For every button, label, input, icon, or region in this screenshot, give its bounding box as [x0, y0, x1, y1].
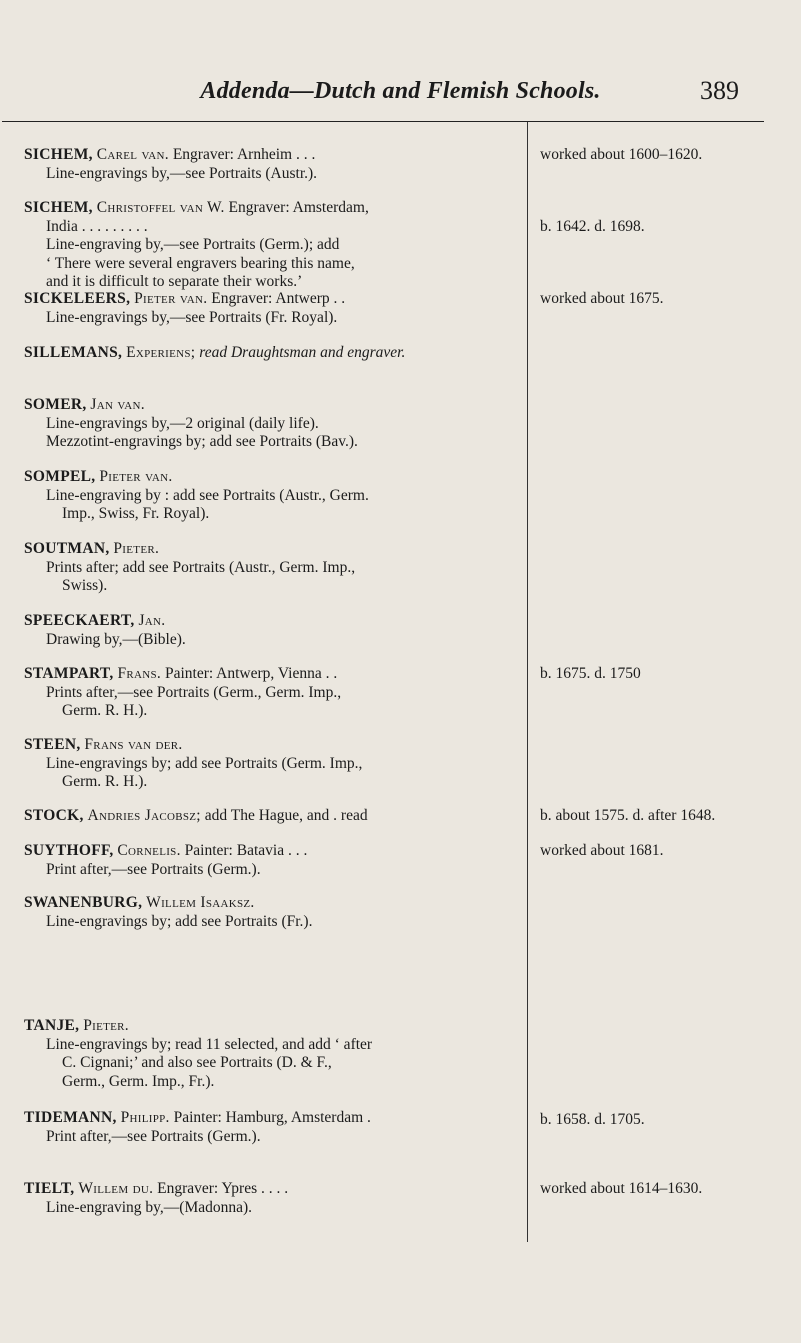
entry-given: Pieter. [113, 540, 160, 557]
entry-given: Pieter van. [99, 468, 173, 485]
entry-given: Willem du. [78, 1180, 154, 1197]
entry-name: SUYTHOFF, [24, 842, 114, 859]
entry-name: STOCK, [24, 807, 84, 824]
running-head [0, 78, 801, 118]
entry-line: Germ., Germ. Imp., Fr.). [62, 1072, 215, 1090]
entry-line: and it is difficult to separate their works.’ [46, 273, 303, 290]
entry-line: Mezzotint-engravings by; add see Portraits (Bav.). [46, 433, 358, 450]
entry-name: SOUTMAN, [24, 540, 110, 557]
entry-line: add The Hague, and . read [204, 807, 368, 824]
entry-line: Prints after,—see Portraits (Germ., Germ. Imp., [46, 683, 342, 701]
entry-line: Line-engravings by; read 11 selected, and add ‘ after [46, 1035, 373, 1053]
entry-given: Willem Isaaksz. [146, 894, 255, 911]
entry-name: SILLEMANS, [24, 344, 123, 361]
entry-line: Print after,—see Portraits (Germ.). [46, 860, 261, 878]
entry-line: Line-engraving by : add see Portraits (Austr., Germ. [46, 486, 369, 504]
entry-tielt [24, 1180, 520, 1217]
entry-line: Painter: Hamburg, Amsterdam . [173, 1109, 371, 1126]
entry-date: b. about 1575. d. after 1648. [540, 807, 716, 824]
entry-sillemans [24, 344, 520, 363]
entry-given: Philipp. [120, 1109, 170, 1126]
entry-date: b. 1675. d. 1750 [540, 665, 641, 682]
entry-given: Experiens; [126, 344, 196, 361]
entry-given: Pieter. [83, 1017, 129, 1034]
entry-stampart [24, 665, 520, 721]
entry-date: worked about 1600–1620. [540, 146, 703, 163]
column-divider [527, 122, 528, 1242]
entry-given: Pieter van. [134, 290, 208, 307]
entry-date: b. 1658. d. 1705. [540, 1111, 645, 1128]
entry-line: Line-engraving by,—(Madonna). [46, 1198, 253, 1216]
entry-line: C. Cignani;’ and also see Portraits (D. & F., [62, 1054, 332, 1071]
entry-line: Engraver: Antwerp . . [211, 290, 346, 307]
entry-line: Prints after; add see Portraits (Austr., Germ. Imp., [46, 558, 356, 576]
entry-name: SOMER, [24, 396, 87, 413]
entry-line: read Draughtsman and engraver. [199, 344, 406, 361]
entry-line: Line-engravings by,—2 original (daily life). [46, 414, 319, 432]
entry-given: Jan van. [90, 396, 145, 413]
entry-date: worked about 1681. [540, 842, 664, 859]
entry-name: STEEN, [24, 736, 81, 753]
entry-name: SICKELEERS, [24, 290, 131, 307]
entry-line: Line-engraving by,—see Portraits (Germ.); add [46, 236, 340, 253]
entry-tanje [24, 1017, 520, 1091]
entry-speeckaert [24, 612, 520, 649]
entry-line: Line-engravings by; add see Portraits (Germ. Imp., [46, 754, 363, 772]
entry-given: Cornelis. [117, 842, 181, 859]
entry-name: TANJE, [24, 1017, 80, 1034]
entry-line: Germ. R. H.). [62, 702, 148, 719]
entry-name: SICHEM, [24, 199, 93, 216]
header-rule [2, 121, 764, 122]
entry-name: TIELT, [24, 1180, 75, 1197]
entry-sichem-christoffel [24, 199, 520, 292]
entry-line: Line-engravings by,—see Portraits (Austr.). [46, 164, 318, 182]
entry-line: Drawing by,—(Bible). [46, 630, 186, 648]
entry-line: Germ. R. H.). [62, 773, 148, 790]
entry-stock [24, 807, 520, 826]
entry-line: Print after,—see Portraits (Germ.). [46, 1127, 261, 1145]
entry-name: SPEECKAERT, [24, 612, 135, 629]
entry-swanenburg [24, 894, 520, 931]
entry-line: Painter: Antwerp, Vienna . . [164, 665, 338, 682]
entry-given: Carel van. [96, 146, 169, 163]
entry-sickeleers [24, 290, 520, 327]
entry-sompel [24, 468, 520, 524]
entry-given: Jan. [138, 612, 166, 629]
entry-name: SWANENBURG, [24, 894, 143, 911]
entry-line: Painter: Batavia . . . [184, 842, 308, 859]
entry-line: ‘ There were several engravers bearing this name, [46, 254, 355, 272]
entry-somer [24, 396, 520, 452]
entry-given: Christoffel van W. [96, 199, 225, 216]
page-number: 389 [700, 76, 739, 105]
page-title: Addenda—Dutch and Flemish Schools. [200, 78, 601, 104]
entry-date: worked about 1675. [540, 290, 664, 307]
entry-soutman [24, 540, 520, 596]
entry-given: Frans. [117, 665, 162, 682]
entry-line: Imp., Swiss, Fr. Royal). [62, 505, 210, 522]
entry-suythoff [24, 842, 520, 879]
entry-tidemann [24, 1109, 520, 1146]
entry-name: SICHEM, [24, 146, 93, 163]
entry-sichem-carel [24, 146, 520, 183]
entry-given: Frans van der. [84, 736, 183, 753]
entry-line: Engraver: Amsterdam, [228, 199, 369, 216]
entry-line: Engraver: Ypres . . . . [157, 1180, 289, 1197]
entry-given: Andries Jacobsz; [87, 807, 201, 824]
entry-line: Line-engravings by,—see Portraits (Fr. Royal). [46, 308, 338, 326]
entry-name: SOMPEL, [24, 468, 96, 485]
entry-name: TIDEMANN, [24, 1109, 117, 1126]
entry-steen [24, 736, 520, 792]
entry-date: worked about 1614–1630. [540, 1180, 703, 1197]
entry-line: Engraver: Arnheim . . . [172, 146, 316, 163]
entry-name: STAMPART, [24, 665, 114, 682]
entry-line: Swiss). [62, 577, 108, 594]
entry-date: b. 1642. d. 1698. [540, 218, 645, 235]
entry-line: India . . . . . . . . . [46, 217, 148, 235]
entry-line: Line-engravings by; add see Portraits (Fr.). [46, 912, 313, 930]
